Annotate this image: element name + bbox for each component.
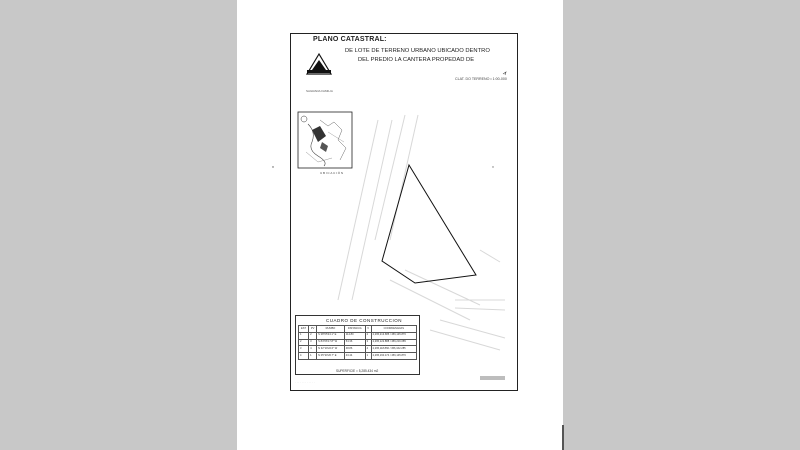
table-row [299,346,417,353]
table-row [299,353,417,360]
table-cell: S 38°05'43.1" E [317,332,345,339]
table-header: PV [309,326,317,333]
table-cell: 4 [309,346,317,353]
table-cell: 43.44 [344,353,365,360]
table-header: DISTANCIA [344,326,365,333]
table-cell: 1 [309,353,317,360]
table-cell: 2 [309,332,317,339]
table-cell: 4 [365,346,371,353]
page-edge-mark [562,425,564,450]
table-cell: N 05°20'26.7" E [317,353,345,360]
table-cell: 3 [299,346,309,353]
table-cell: 1 [299,332,309,339]
table-header: COORDENADAS [371,326,416,333]
footer-note: · · · · · · · · · · · · [295,380,315,384]
table-cell: N 32°19'22.6" W [317,346,345,353]
construction-table-grid [298,325,417,360]
table-header: EST [299,326,309,333]
logo-caption: SAGRADA FAMILIA [306,89,333,93]
table-header: RUMBO [317,326,345,333]
table-header: V [365,326,371,333]
document-title: PLANO CATASTRAL: [313,36,387,43]
table-cell: 1 [365,353,371,360]
table-cell: 48.86 [344,346,365,353]
table-row [299,332,417,339]
location-caption: UBICACIÓN [320,171,344,175]
table-cell: 3 [365,339,371,346]
table-cell: 2 [365,332,371,339]
table-cell: 2,265,160.174 / 456,145.876 [371,353,416,360]
construction-table [295,315,420,375]
table-cell: 2,265,122.888 / 456,216.085 [371,339,416,346]
table-cell: 2 [299,339,309,346]
table-cell: S 84°06'17.8" W [317,339,345,346]
document-subtitle-line1: DE LOTE DE TERRENO URBANO UBICADO DENTRO [345,48,490,54]
table-header-row [299,326,417,333]
table-cell: 4 [299,353,309,360]
table-cell: 3 [309,339,317,346]
table-title: CUADRO DE CONSTRUCCION [326,318,403,323]
table-cell: 2,265,213.685 / 456,145.876 [371,332,416,339]
table-cell: 114.80 [344,332,365,339]
table-cell: 2,265,118.866 / 456,162.285 [371,346,416,353]
table-cell: 54.36 [344,339,365,346]
surface-area: SUPERFICIE = 5,285.434 m2 [336,369,379,373]
document-subtitle-line2: DEL PREDIO LA CANTERA PROPEDAD DE [358,57,475,63]
table-row [299,339,417,346]
scale-note: CLAT. DO TERRENO • 1:00-000 [455,77,507,81]
